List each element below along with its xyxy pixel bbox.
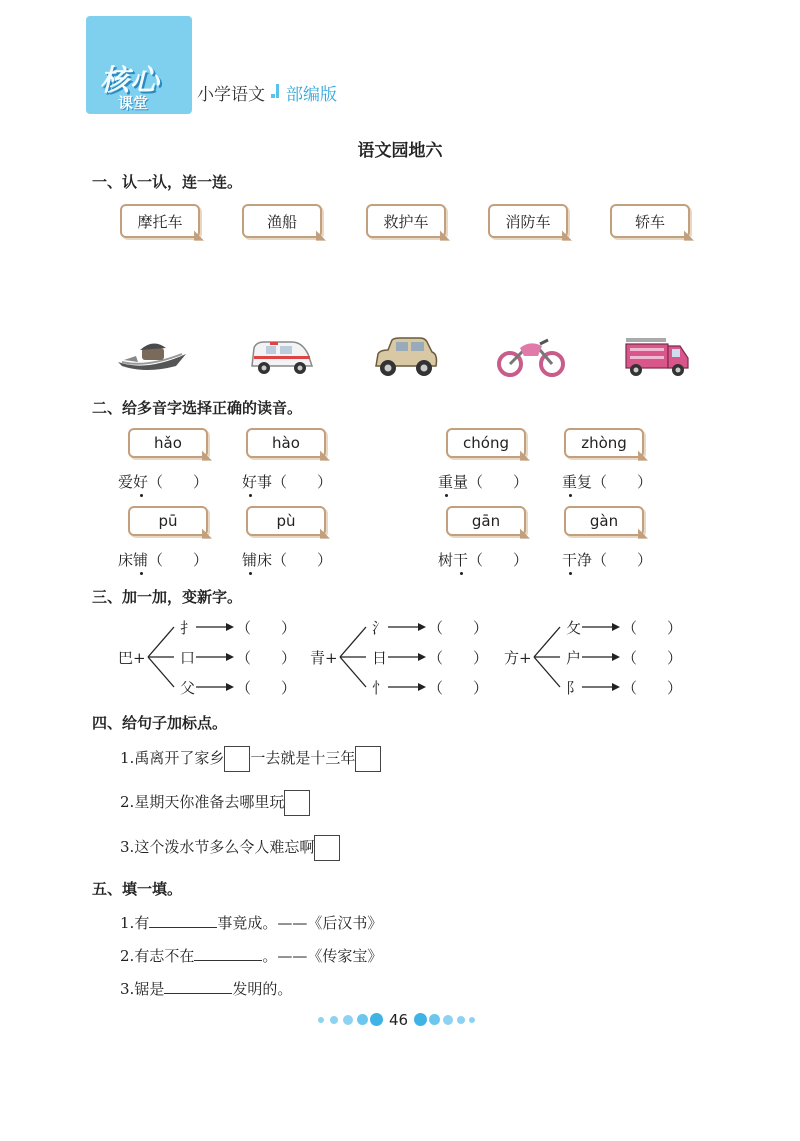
base-char xyxy=(504,647,532,668)
decor-dot xyxy=(357,1014,368,1025)
curl-icon: ◣ xyxy=(638,526,648,541)
decor-dot xyxy=(343,1015,353,1025)
divider-dot xyxy=(271,94,275,98)
radical: 扌 xyxy=(180,619,196,637)
decor-dot xyxy=(330,1016,338,1024)
curl-icon: ◣ xyxy=(316,228,326,243)
pinyin-text: hǎo xyxy=(154,434,182,452)
word-card-fire-truck[interactable] xyxy=(488,204,572,243)
line-text: 事竟成。——《后汉书》 xyxy=(217,914,383,932)
polyphone-word xyxy=(438,549,528,570)
section1-heading: 一、认一认，连一连。 xyxy=(92,173,243,191)
sentence-3 xyxy=(120,835,340,861)
plus-sign: + xyxy=(519,649,532,667)
curl-icon: ◣ xyxy=(562,228,572,243)
curl-icon: ◣ xyxy=(440,228,450,243)
curl-icon: ◣ xyxy=(202,448,212,463)
pinyin-text: pù xyxy=(276,512,296,530)
line-text: 发明的。 xyxy=(232,980,293,998)
sentence-text: 禹离开了家乡 xyxy=(134,749,225,767)
base-char-text: 方 xyxy=(504,649,520,667)
polyphone-word xyxy=(438,471,528,492)
section5-heading: 五、填一填。 xyxy=(92,880,183,898)
answer-paren[interactable]: （ ） xyxy=(468,551,529,569)
section2-heading: 二、给多音字选择正确的读音。 xyxy=(92,399,303,417)
answer-paren[interactable]: （ ） xyxy=(236,679,297,697)
decor-dot xyxy=(457,1016,465,1024)
word-card-ambulance[interactable] xyxy=(366,204,450,243)
answer-paren[interactable]: （ ） xyxy=(272,473,333,491)
curl-icon: ◣ xyxy=(520,526,530,541)
decor-dot xyxy=(318,1017,324,1023)
pinyin-card[interactable] xyxy=(564,428,648,463)
punctuation-box[interactable] xyxy=(224,746,250,772)
base-char xyxy=(310,647,338,668)
item-number: 3. xyxy=(120,838,135,856)
answer-paren[interactable]: （ ） xyxy=(148,473,209,491)
section3-heading: 三、加一加，变新字。 xyxy=(92,588,243,606)
section4-heading: 四、给句子加标点。 xyxy=(92,714,228,732)
char-emphasized: 好 xyxy=(242,473,258,491)
decor-dot xyxy=(370,1013,383,1026)
item-number: 3. xyxy=(120,980,135,998)
base-char xyxy=(118,647,146,668)
fill-line-2 xyxy=(120,945,382,966)
line-text: 。——《传家宝》 xyxy=(262,947,383,965)
base-char-text: 巴 xyxy=(118,649,134,667)
answer-paren[interactable]: （ ） xyxy=(236,649,297,667)
radical: 攵 xyxy=(566,619,582,637)
polyphone-word xyxy=(118,471,208,492)
polyphone-word xyxy=(242,549,332,570)
char: 净 xyxy=(577,551,593,569)
answer-paren[interactable]: （ ） xyxy=(428,619,489,637)
char-emphasized: 好 xyxy=(133,473,149,491)
page-title: 语文园地六 xyxy=(357,141,443,161)
subject-label: 小学语文 xyxy=(197,85,265,105)
sentence-text: 一去就是十三年 xyxy=(250,749,356,767)
char: 爱 xyxy=(118,473,134,491)
char: 复 xyxy=(577,473,593,491)
char-emphasized: 铺 xyxy=(242,551,258,569)
word-label: 渔船 xyxy=(266,212,297,231)
char-emphasized: 铺 xyxy=(133,551,149,569)
fill-line-1 xyxy=(120,912,382,933)
edition-label: 部编版 xyxy=(286,85,337,105)
punctuation-box[interactable] xyxy=(314,835,340,861)
polyphone-word xyxy=(242,471,332,492)
pinyin-text: gàn xyxy=(589,512,619,530)
base-char-text: 青 xyxy=(310,649,326,667)
radical: 氵 xyxy=(372,619,388,637)
item-number: 1. xyxy=(120,749,135,767)
char-emphasized: 干 xyxy=(562,551,578,569)
word-label: 轿车 xyxy=(634,212,665,231)
logo-text-sub: 课堂 xyxy=(118,94,149,112)
char: 床 xyxy=(257,551,273,569)
word-label: 救护车 xyxy=(383,212,429,231)
page-number: 46 xyxy=(389,1011,409,1029)
char-emphasized: 重 xyxy=(562,473,578,491)
sentence-2 xyxy=(120,790,310,816)
answer-paren[interactable]: （ ） xyxy=(592,551,653,569)
char: 事 xyxy=(257,473,273,491)
line-text: 锯是 xyxy=(134,980,165,998)
radical: 户 xyxy=(566,649,582,667)
pinyin-text: chóng xyxy=(463,434,509,452)
decor-dot xyxy=(429,1014,440,1025)
curl-icon: ◣ xyxy=(320,448,330,463)
curl-icon: ◣ xyxy=(202,526,212,541)
pinyin-text: gān xyxy=(471,512,501,530)
radical: 忄 xyxy=(372,679,388,697)
divider-bar xyxy=(276,84,279,98)
pinyin-text: hào xyxy=(272,434,300,452)
sentence-text: 这个泼水节多么令人难忘啊 xyxy=(134,838,315,856)
word-card-boat[interactable] xyxy=(242,204,326,243)
pinyin-card[interactable] xyxy=(446,428,530,463)
char-emphasized: 重 xyxy=(438,473,454,491)
curl-icon: ◣ xyxy=(320,526,330,541)
char: 床 xyxy=(118,551,134,569)
line-text: 有 xyxy=(134,914,150,932)
pinyin-card[interactable] xyxy=(446,506,530,541)
answer-paren[interactable]: （ ） xyxy=(428,649,489,667)
answer-paren[interactable]: （ ） xyxy=(622,679,683,697)
boat-icon[interactable] xyxy=(116,336,188,376)
item-number: 2. xyxy=(120,793,135,811)
polyphone-word xyxy=(118,549,208,570)
line-text: 有志不在 xyxy=(134,947,195,965)
word-label: 消防车 xyxy=(505,212,551,231)
answer-paren[interactable]: （ ） xyxy=(622,619,683,637)
plus-sign: + xyxy=(133,649,146,667)
radical: 父 xyxy=(180,679,196,697)
word-card-car[interactable] xyxy=(610,204,694,243)
decor-dot xyxy=(414,1013,427,1026)
word-card-motorcycle[interactable] xyxy=(120,204,204,243)
plus-sign: + xyxy=(325,649,338,667)
item-number: 2. xyxy=(120,947,135,965)
pinyin-card[interactable] xyxy=(128,506,212,541)
curl-icon: ◣ xyxy=(520,448,530,463)
pinyin-card[interactable] xyxy=(246,506,330,541)
answer-paren[interactable]: （ ） xyxy=(592,473,653,491)
answer-paren[interactable]: （ ） xyxy=(236,619,297,637)
fill-blank[interactable] xyxy=(164,979,232,994)
fill-blank[interactable] xyxy=(149,913,217,928)
radical: 日 xyxy=(372,649,388,667)
fill-line-3 xyxy=(120,978,292,999)
polyphone-word xyxy=(562,549,652,570)
fire-truck-icon[interactable] xyxy=(620,332,694,382)
pinyin-card[interactable] xyxy=(564,506,648,541)
fill-blank[interactable] xyxy=(194,946,262,961)
answer-paren[interactable]: （ ） xyxy=(468,473,529,491)
car-icon[interactable] xyxy=(372,334,440,380)
pinyin-text: zhòng xyxy=(581,434,627,452)
answer-paren[interactable]: （ ） xyxy=(148,551,209,569)
polyphone-word xyxy=(562,471,652,492)
radical: 阝 xyxy=(566,679,582,697)
motorcycle-icon[interactable] xyxy=(496,336,568,378)
logo-text-main: 核心 xyxy=(100,63,161,97)
punctuation-box[interactable] xyxy=(355,746,381,772)
pinyin-card[interactable] xyxy=(246,428,330,463)
curl-icon: ◣ xyxy=(638,448,648,463)
char: 树 xyxy=(438,551,454,569)
char-emphasized: 干 xyxy=(453,551,469,569)
answer-paren[interactable]: （ ） xyxy=(622,649,683,667)
punctuation-box[interactable] xyxy=(284,790,310,816)
curl-icon: ◣ xyxy=(684,228,694,243)
word-label: 摩托车 xyxy=(137,212,183,231)
decor-dot xyxy=(443,1015,453,1025)
curl-icon: ◣ xyxy=(194,228,204,243)
radical: 口 xyxy=(180,649,196,667)
item-number: 1. xyxy=(120,914,135,932)
char: 量 xyxy=(453,473,469,491)
answer-paren[interactable]: （ ） xyxy=(272,551,333,569)
decor-dot xyxy=(469,1017,475,1023)
answer-paren[interactable]: （ ） xyxy=(428,679,489,697)
sentence-text: 星期天你准备去哪里玩 xyxy=(134,793,285,811)
sentence-1 xyxy=(120,746,381,772)
pinyin-text: pū xyxy=(158,512,178,530)
ambulance-icon[interactable] xyxy=(246,336,316,378)
pinyin-card[interactable] xyxy=(128,428,212,463)
